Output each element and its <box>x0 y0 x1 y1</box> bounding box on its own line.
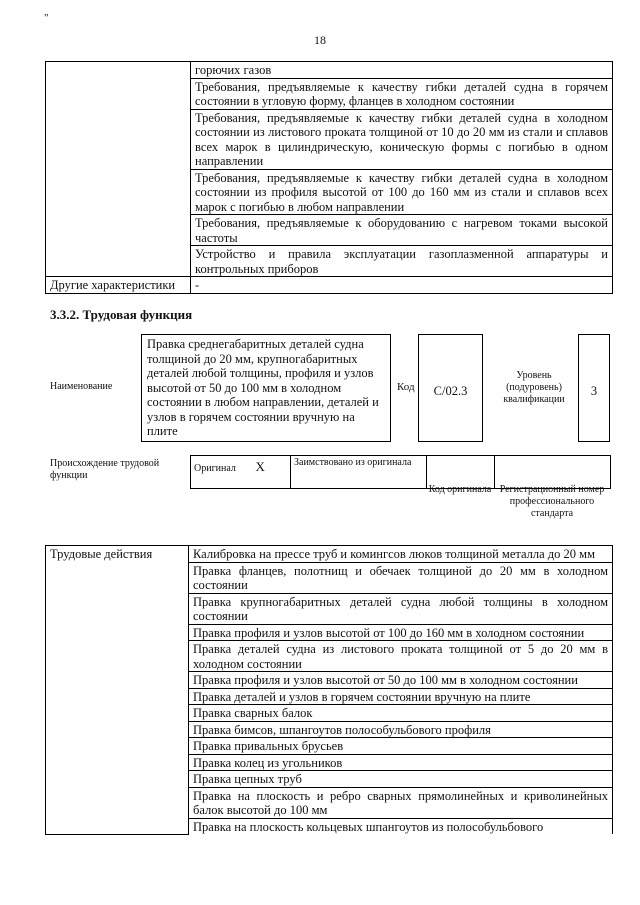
list-item: Правка бимсов, шпангоутов полособульбового профиля <box>189 721 613 738</box>
list-item: Правка привальных брусьев <box>189 738 613 755</box>
original-mark: X <box>253 456 291 489</box>
list-item: Правка на плоскость и ребро сварных прямолинейных и криволинейных балок высотой до 100 мм <box>189 787 613 818</box>
level-box: 3 <box>578 334 610 442</box>
list-item: Правка колец из угольников <box>189 754 613 771</box>
code-label: Код <box>397 381 415 393</box>
section-heading: 3.3.2. Трудовая функция <box>50 307 193 322</box>
function-name-box: Правка среднегабаритных деталей судна толщиной до 20 мм, крупногабаритных деталей любой толщины, профиля и узлов высотой от 50 до 100 мм в холодном состоянии в любом направлении, деталей и узлов в горячем состоянии вручную на плите <box>141 334 391 442</box>
knowledge-label-cell <box>46 62 191 277</box>
table-row: Требования, предъявляемые к качеству гибки деталей судна в холодном состоянии из профиля высотой от 100 до 160 мм из стали и сплавов всех марок с погибью в любом направлении <box>191 169 613 215</box>
function-code-box: C/02.3 <box>418 334 483 442</box>
list-item: Правка сварных балок <box>189 705 613 722</box>
knowledge-table <box>45 61 613 294</box>
labor-actions-table <box>45 545 613 835</box>
code-caption: Код оригинала <box>428 484 492 495</box>
reg-caption: Регистрационный номер профессионального стандарта <box>499 484 605 519</box>
list-item: Правка фланцев, полотнищ и обечаек толщиной до 20 мм в холодном состоянии <box>189 562 613 593</box>
name-label: Наименование <box>50 381 113 392</box>
list-item: Правка деталей судна из листового проката толщиной от 5 до 20 мм в холодном состоянии <box>189 641 613 672</box>
original-label: Оригинал <box>191 456 253 489</box>
list-item: Правка профиля и узлов высотой от 50 до 100 мм в холодном состоянии <box>189 672 613 689</box>
list-item: Калибровка на прессе труб и комингсов люков толщиной металла до 20 мм <box>189 546 613 563</box>
table-row: Требования, предъявляемые к качеству гибки деталей судна в холодном состоянии из листового проката толщиной от 10 до 20 мм из стали и сплавов всех марок в цилиндрическую, коническую формы с погибью в одном направлении <box>191 109 613 169</box>
list-item: Правка деталей и узлов в горячем состоянии вручную на плите <box>189 688 613 705</box>
list-item: Правка на плоскость кольцевых шпангоутов из полособульбового <box>189 818 613 834</box>
list-item: Правка профиля и узлов высотой от 100 до 160 мм в холодном состоянии <box>189 624 613 641</box>
table-row: Требования, предъявляемые к оборудованию с нагревом токами высокой частоты <box>191 215 613 246</box>
corner-mark: " <box>44 12 49 24</box>
list-item: Правка цепных труб <box>189 771 613 788</box>
list-item: Правка крупногабаритных деталей судна любой толщины в холодном состоянии <box>189 593 613 624</box>
table-row: Требования, предъявляемые к качеству гибки деталей судна в горячем состоянии в угловую форму, фланцев в холодном состоянии <box>191 78 613 109</box>
level-label: Уровень (подуровень) квалификации <box>503 370 565 405</box>
other-characteristics-label: Другие характеристики <box>46 277 191 294</box>
page-number: 18 <box>314 33 326 47</box>
table-row: Устройство и правила эксплуатации газоплазменной аппаратуры и контрольных приборов <box>191 246 613 277</box>
other-characteristics-value: - <box>191 277 613 294</box>
borrowed-label: Заимствовано из оригинала <box>291 456 427 489</box>
table-row: горючих газов <box>191 62 613 79</box>
labor-actions-label: Трудовые действия <box>46 546 189 835</box>
origin-label: Происхождение трудовой функции <box>50 458 160 481</box>
